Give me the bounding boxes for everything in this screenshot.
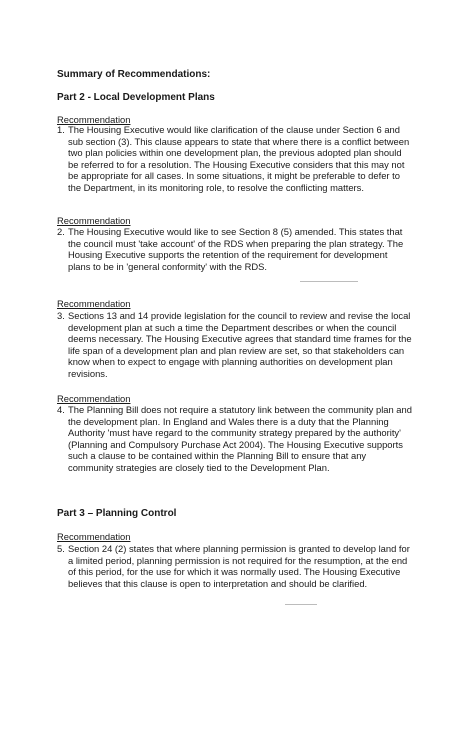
scan-artifact: [285, 604, 317, 605]
recommendation-label: Recommendation: [57, 298, 131, 309]
recommendation-item-2: [57, 226, 412, 272]
item-number: 1.: [57, 124, 65, 135]
scan-artifact: [300, 281, 358, 282]
item-text: Section 24 (2) states that where planning permission is granted to develop land for a limited period, planning permission is not required for the resumption, at the end of this period, for the use for which it was normally used. The Housing Executive believes that this clause is open to interpretation and should be clarified.: [68, 543, 410, 589]
item-number: 4.: [57, 404, 65, 415]
part3-heading: Part 3 – Planning Control: [57, 508, 177, 519]
recommendation-item-5: [57, 543, 412, 589]
item-text: The Housing Executive would like clarification of the clause under Section 6 and sub section (3). This clause appears to state that where there is a conflict between two plan policies within one development plan, the previous adopted plan should be referred to for a resolution. The Housing Executive considers that this may not be appropriate for all cases. In some situations, it might be preferable to defer to the Department, in its monitoring role, to resolve the conflicting matters.: [68, 124, 410, 193]
item-text: Sections 13 and 14 provide legislation for the council to review and revise the local development plan at such a time the Department describes or when the council deems necessary. The Housing Executive agrees that standard time frames for the life span of a development plan and plan review are set, so that stakeholders can know when to expect to engage with planning authorities on development plan revisions.: [68, 310, 412, 379]
item-text: The Planning Bill does not require a statutory link between the community plan and the development plan. In England and Wales there is a duty that the Planning Authority 'must have regard to the community strategy prepared by the authority' (Planning and Compulsory Purchase Act 2004). The Housing Executive supports such a clause to be contained within the Planning Bill to ensure that any community strategies are closely tied to the Development Plan.: [68, 404, 412, 473]
recommendation-item-4: [57, 404, 412, 474]
item-number: 2.: [57, 226, 65, 237]
recommendation-item-3: [57, 310, 412, 380]
item-number: 3.: [57, 310, 65, 321]
item-text: The Housing Executive would like to see Section 8 (5) amended. This states that the council must 'take account' of the RDS when preparing the plan strategy. The Housing Executive supports the retention of the requirement for development plans to be in 'general conformity' with the RDS.: [68, 226, 404, 272]
recommendation-label: Recommendation: [57, 114, 131, 125]
recommendation-item-1: [57, 124, 412, 194]
recommendation-label: Recommendation: [57, 531, 131, 542]
recommendation-label: Recommendation: [57, 215, 131, 226]
recommendation-label: Recommendation: [57, 393, 131, 404]
part2-heading: Part 2 - Local Development Plans: [57, 92, 215, 103]
summary-title: Summary of Recommendations:: [57, 69, 211, 80]
item-number: 5.: [57, 543, 65, 554]
